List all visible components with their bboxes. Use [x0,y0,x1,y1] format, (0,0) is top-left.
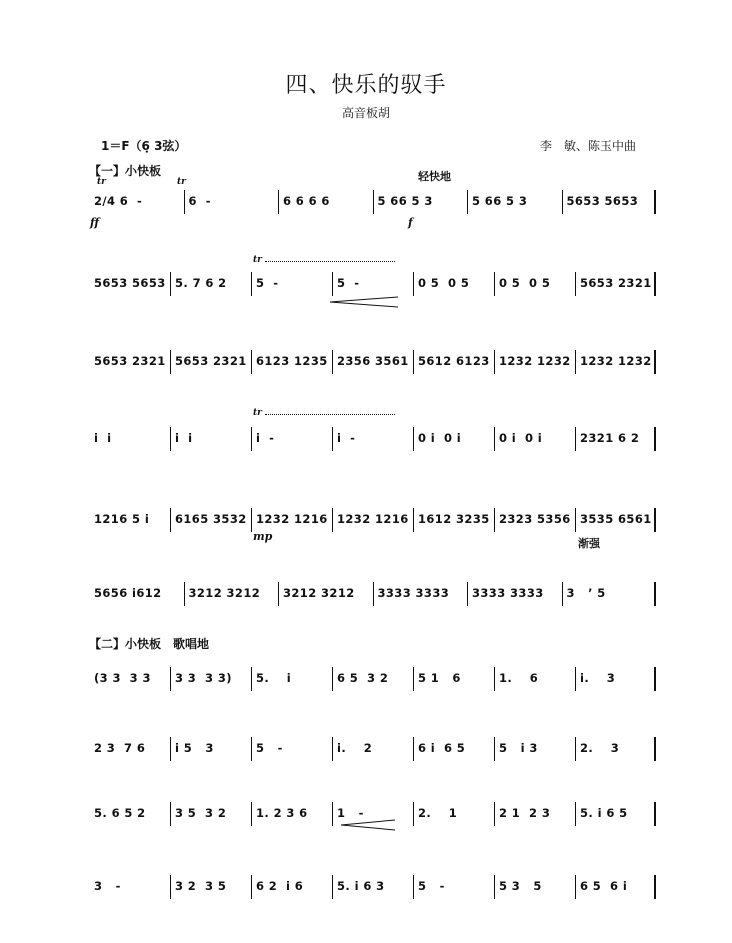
barline [467,582,468,606]
trill-extension-line [265,261,395,262]
barline [494,802,495,826]
dynamic-mp: mp [253,530,273,543]
final-barline [654,272,656,296]
measure: 2. 3 [580,741,620,755]
barline [413,667,414,691]
trill-mark: tr [97,177,106,187]
measure: 0 i 0 i [499,431,543,445]
measure: 2/4 6 - [94,194,143,208]
barline [575,802,576,826]
measure: 5653 5653 [94,276,166,290]
measure: 6 i 6 5 [418,741,466,755]
final-barline [654,737,656,761]
notation-row [89,582,656,608]
barline [251,508,252,532]
barline [251,875,252,899]
barline [251,667,252,691]
final-barline [654,427,656,451]
section-label-2: 【二】小快板 歌唱地 [89,637,210,651]
measure: 2. 1 [418,806,458,820]
notation-row [89,875,656,901]
measure: 0 5 0 5 [499,276,551,290]
measure: 6 - [188,194,211,208]
barline [332,427,333,451]
barline [332,802,333,826]
barline [575,272,576,296]
measure: 1216 5 i [94,512,150,526]
direction-crescendo: 渐强 [578,537,600,550]
notation-row [89,737,656,763]
notation-row [89,508,656,534]
barline [251,737,252,761]
barline [251,350,252,374]
notation-row [89,272,656,298]
measure: 6123 1235 [256,354,328,368]
page-title: 四、快乐的驭手 [285,73,447,98]
barline [170,802,171,826]
measure: 1. 2 3 6 [256,806,308,820]
measure: 0 5 0 5 [418,276,470,290]
diminuendo-hairpin [330,296,400,308]
barline [575,875,576,899]
barline [373,190,374,214]
barline [562,582,563,606]
trill-extension-line [265,414,395,415]
barline [575,427,576,451]
measure: 1232 1216 [256,512,328,526]
measure: 5653 2321 [94,354,166,368]
measure: 3212 3212 [188,586,261,600]
barline [251,802,252,826]
barline [494,272,495,296]
measure: 0 i 0 i [418,431,462,445]
measure: 5 - [256,741,283,755]
measure: 5653 5653 [566,194,639,208]
measure: 5. 7 6 2 [175,276,227,290]
measure: 1232 1232 [580,354,652,368]
barline [494,875,495,899]
barline [332,875,333,899]
measure: 6 6 6 6 [283,194,330,208]
notation-row [89,427,656,453]
trill-mark: tr [177,177,186,187]
trill-mark: tr [253,408,262,418]
measure: 6 5 3 2 [337,671,389,685]
barline [494,427,495,451]
measure: 1. 6 [499,671,539,685]
measure: 5 66 5 3 [472,194,528,208]
final-barline [654,508,656,532]
measure: 5612 6123 [418,354,490,368]
barline [413,802,414,826]
measure: 3333 3333 [472,586,544,600]
barline [413,272,414,296]
dynamic-f: f [408,216,413,229]
measure: 2 3 7 6 [94,741,146,755]
final-barline [654,667,656,691]
barline [170,737,171,761]
measure: 3212 3212 [283,586,355,600]
barline [170,875,171,899]
measure: 5. i [256,671,292,685]
measure: 5. i 6 5 [580,806,628,820]
measure: 1612 3235 [418,512,490,526]
barline [332,508,333,532]
measure: 3 - [94,879,121,893]
measure: 6 5 6 i [580,879,628,893]
measure: 5656 i612 [94,586,162,600]
barline [332,667,333,691]
barline [575,737,576,761]
notation-row [89,350,656,376]
measure: 5 - [256,276,279,290]
measure: 5 - [418,879,445,893]
measure: i. 3 [580,671,616,685]
measure: 5. i 6 3 [337,879,385,893]
measure: 6 2 i 6 [256,879,304,893]
final-barline [654,190,656,214]
measure: i 5 3 [175,741,214,755]
barline [170,350,171,374]
measure: 5. 6 5 2 [94,806,146,820]
instrument-subtitle: 高音板胡 [341,106,390,120]
barline [413,427,414,451]
measure: 3 ’ 5 [566,586,606,600]
measure: 5 3 5 [499,879,542,893]
measure: 3 2 3 5 [175,879,227,893]
barline [373,582,374,606]
barline [494,737,495,761]
measure: 2 1 2 3 [499,806,551,820]
barline [575,667,576,691]
barline [494,508,495,532]
barline [575,350,576,374]
final-barline [654,802,656,826]
measure: 5 1 6 [418,671,461,685]
notation-row [89,190,656,216]
measure: i - [256,431,275,445]
final-barline [654,875,656,899]
tempo-direction-light: 轻快地 [418,170,451,183]
barline [494,667,495,691]
barline [413,737,414,761]
measure: 2356 3561 [337,354,409,368]
measure: 5653 2321 [580,276,652,290]
barline [467,190,468,214]
measure: 3535 6561 [580,512,652,526]
notation-row [89,667,656,693]
measure: 3 5 3 2 [175,806,227,820]
barline [184,582,185,606]
dynamic-ff: ff [90,216,100,229]
measure: 1232 1216 [337,512,409,526]
barline [170,508,171,532]
barline [184,190,185,214]
barline [494,350,495,374]
barline [562,190,563,214]
measure: 2321 6 2 [580,431,640,445]
final-barline [654,350,656,374]
barline [575,508,576,532]
trill-mark: tr [253,255,262,265]
measure: i - [337,431,356,445]
measure: 5653 2321 [175,354,247,368]
barline [413,350,414,374]
measure: 2323 5356 [499,512,571,526]
measure: i. 2 [337,741,373,755]
key-signature: 1＝F（6̣ 3弦） [101,139,187,153]
barline [332,737,333,761]
measure: i i [175,431,193,445]
barline [413,875,414,899]
barline [170,427,171,451]
barline [278,582,279,606]
barline [251,427,252,451]
barline [170,272,171,296]
measure: 1232 1232 [499,354,571,368]
composer-credit: 李 敏、陈玉中曲 [540,139,637,153]
section-label-1: 【一】小快板 [89,164,162,178]
measure: 5 i 3 [499,741,538,755]
measure: 3333 3333 [377,586,450,600]
measure: 5 66 5 3 [377,194,433,208]
final-barline [654,582,656,606]
barline [332,350,333,374]
crescendo-hairpin [341,819,397,831]
barline [413,508,414,532]
barline [170,667,171,691]
barline [278,190,279,214]
measure: 6165 3532 [175,512,247,526]
measure: 3 3 3 3) [175,671,232,685]
measure: 1 - [337,806,364,820]
barline [251,272,252,296]
measure: i i [94,431,112,445]
barline [332,272,333,296]
measure: (3 3 3 3 [94,671,151,685]
measure: 5 - [337,276,360,290]
